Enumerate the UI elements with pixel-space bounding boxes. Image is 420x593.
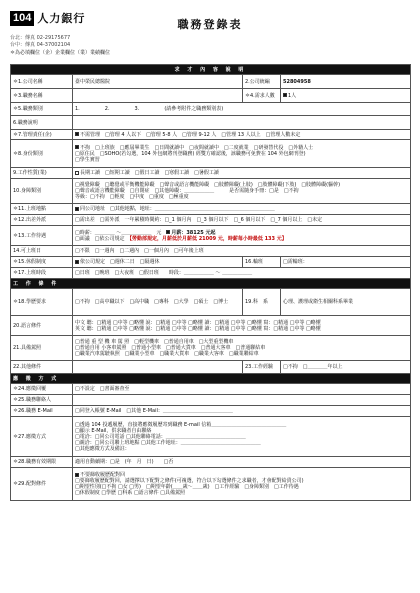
apply-method-email: □顯示 E-Mail，供求職者自由聯絡	[75, 427, 152, 434]
other-conditions-label: 22.其他條件	[11, 361, 73, 374]
checkbox-icon	[283, 93, 287, 97]
management-text: 不需管理 □管理 4 人以下 □管理 5-8 人 □管理 9-12 人 □管理 13 人以上 □管理人數未定	[80, 131, 301, 138]
language-label: 20.語言條件	[11, 316, 73, 336]
headcount-label: ＊4.需求人數	[243, 89, 281, 103]
headcount-field[interactable]	[281, 89, 411, 103]
disability-line-3: 等級：□不拘 □輕度 □中度 □重度 □極重度	[75, 194, 189, 200]
salary-negotiable-text: □面議 □依公司規定	[75, 235, 130, 242]
job-category-label: ＊5.職務類別	[11, 103, 73, 116]
education-options[interactable]: □不拘 □高中職以下 □高中職 □專科 □大學 □碩士 □博士	[73, 289, 243, 316]
matching-options[interactable]	[73, 468, 411, 501]
license-options[interactable]	[73, 336, 411, 361]
leave-options[interactable]	[73, 257, 243, 268]
travel-label: ＊12.出差外派	[11, 215, 73, 226]
license-line-2: □普通自用 小客車駕照 □普通小型車 □普通大貨車 □普通大客車 □普通聯結車	[75, 345, 266, 351]
matching-line-1: 不要篩收履歷配對回	[80, 472, 126, 478]
education-label: ＊18.學歷要求	[11, 289, 73, 316]
tax-id-label: 2.公司統編	[243, 75, 281, 89]
shift-label: 16.輪班	[243, 257, 281, 268]
language-english: 英文 聽：□精通 □中等 □略懂 說：□精通 □中等 □略懂 讀：□精通 □中等 □略懂 寫：□精通 □中等 □略懂	[75, 325, 321, 332]
field-legend: ＊為必填欄位（企）企業欄位（業）業績欄位	[10, 50, 111, 56]
job-email-label: ＊26.職務 E-Mail	[11, 406, 73, 417]
apply-method-phone: □電洽：□同公司電話 □其他聯絡電話：＿＿＿＿＿＿＿＿＿＿＿＿＿＿＿＿	[75, 433, 246, 440]
work-hours-label: ＊17.上班時段	[11, 268, 73, 279]
other-conditions-field[interactable]	[73, 361, 243, 374]
apply-method-104: □透過 104 投遞履歷，直接將應徵履歷寄到職務 E-mail 信箱＿＿＿＿＿＿＿＿＿＿＿＿＿＿＿	[75, 421, 287, 428]
identity-line-1: 不拘 □上班族 □應屆畢業生 □日間就讀中 □夜間就讀中 □二度就業 □研發替代役 □外籍人士	[80, 144, 314, 151]
major-label: 19.科 系	[243, 289, 281, 316]
checkbox-icon	[75, 132, 79, 136]
validity-options[interactable]: 適用自動續期：□是 (年 月 日) □否	[73, 457, 411, 468]
start-date-options[interactable]: □不限 □一週內 □二週內 □一個月內 □可年後上班	[73, 246, 411, 257]
disability-options[interactable]	[73, 179, 411, 204]
salary-options[interactable]	[73, 226, 411, 246]
logo-text: 人力銀行	[37, 12, 86, 25]
license-line-3: □職業汽車駕駛執照 □職業小型車 □職業大貨車 □職業大客車 □職業聯結車	[75, 351, 259, 357]
job-description-field[interactable]	[73, 116, 411, 130]
disability-label: 10.身障類別	[11, 179, 73, 204]
matching-line-3: □期望性別(□不拘 □女 □男) □期望年齡(＿＿歲～＿＿歲) □工作經驗 □身障類別 □工作待遇	[75, 484, 299, 490]
work-type-text: 長期工讀 □短期工讀 □假日工讀 □寒假工讀 □暑假工讀	[80, 170, 219, 176]
license-label: 21.具備駕照	[11, 336, 73, 361]
checkbox-icon	[166, 230, 170, 234]
leave-label: ＊15.休假制度	[11, 257, 73, 268]
work-hours-options[interactable]: □日班 □晚班 □大夜班 □假日班 時段：＿＿＿＿＿＿ ～ ＿＿＿＿＿＿	[73, 268, 411, 279]
tax-id-field[interactable]: 52804958	[281, 75, 411, 89]
checkbox-icon	[75, 260, 79, 264]
job-email-options[interactable]: □同登入帳號 E-Mail □其他 E-Mail：＿＿＿＿＿＿＿＿＿＿＿＿＿＿	[73, 406, 411, 417]
identity-label: ＊8.身份類別	[11, 140, 73, 168]
salary-label: ＊13.工作待遇	[11, 226, 73, 246]
checkbox-icon	[75, 171, 79, 175]
apply-method-other: □其他應徵方式及備註：	[75, 445, 130, 452]
license-line-1: □普通 重 型 機 車 駕 照 □輕型機車 □普通自用車 □大型重型機車	[75, 339, 234, 345]
validity-label: ＊28.職務有效期限	[11, 457, 73, 468]
job-category-field[interactable]: 1. 2. 3. (請參考附件之職務類別表)	[73, 103, 411, 116]
job-description-label: 6.職務說明	[11, 116, 73, 130]
section-conditions: 工 作 條 件	[11, 279, 411, 289]
identity-line-3: □學生實習	[75, 156, 100, 163]
logo-number: 104	[10, 11, 34, 26]
work-type-label: 9.工作性質(業)	[11, 168, 73, 179]
checkbox-icon	[75, 473, 79, 477]
page-title: 職務登錄表	[177, 18, 243, 31]
minimum-wage-notice: 【勞動部規定，月薪低於月薪低 21009 元，時薪每小時最低 133 元】	[129, 235, 287, 242]
checkbox-icon	[75, 207, 79, 211]
disability-line-1: □視覺障礙 □聽覺或平衡機能障礙 □聲音或語言機能障礙 □肢體障礙(上肢) □肢體障礙(下肢) □肢體障礙(軀幹)	[75, 182, 341, 188]
location-options[interactable]	[73, 204, 411, 215]
disability-line-2: □聲音或語言機能障礙 □自閉症 □其他障礙：＿＿＿＿＿＿ 是否需隨身手冊：□是 □不拘	[75, 188, 299, 194]
job-title-field[interactable]	[73, 89, 243, 103]
job-title-label: ＊3.職務名稱	[11, 89, 73, 103]
hourly-wage-text: □時薪：＿＿＿＿ ～＿＿＿＿＿＿ 元	[75, 229, 167, 236]
experience-label: 23.工作經驗	[243, 361, 281, 374]
contact-person-field[interactable]	[73, 395, 411, 406]
section-duties: 求 才 內 容 說 明	[11, 65, 411, 75]
experience-options[interactable]: □不拘 □＿＿＿＿年以上	[281, 361, 411, 374]
company-name-field[interactable]: 臺中榮民總醫院	[73, 75, 243, 89]
management-options[interactable]	[73, 130, 411, 140]
identity-options[interactable]	[73, 140, 411, 168]
leave-text: 依公司規定 □週休二日 □隔週休	[80, 259, 160, 265]
monthly-salary-text: 月薪：38125 元起	[171, 229, 216, 236]
location-label: ＊11.上班地點	[11, 204, 73, 215]
start-date-label: 14.可上班日	[11, 246, 73, 257]
identity-line-2: □原住民 □SOHO(若勾選，104 外包網將刊登職務) 經雙方確認後，該職務可免費在 104 外包網刊登)	[75, 150, 306, 157]
fax-taichung: 台中：傳真 04-37002104	[10, 42, 71, 48]
contact-person-label: ＊25.職務聯絡人	[11, 395, 73, 406]
work-type-options[interactable]	[73, 168, 411, 179]
reply-options[interactable]: □不設定 □書面審查至	[73, 384, 411, 395]
apply-method-visit: □親洽：□同公司聯上班地點 □其他工作地址：＿＿＿＿＿＿＿＿＿＿＿＿＿＿＿＿	[75, 439, 261, 446]
apply-method-label: ＊27.應徵方式	[11, 417, 73, 457]
company-name-label: ＊1.公司名稱	[11, 75, 73, 89]
checkbox-icon	[75, 145, 79, 149]
matching-line-2: □要篩收履歷配對回，請選擇以下配對之條件(可複選，符合以下勾選條件之求職者，才會配對給貴公司)	[75, 478, 304, 484]
section-contact: 應 徵 方 式	[11, 374, 411, 384]
document-header	[10, 8, 410, 54]
reply-label: ＊24.應徵回覆	[11, 384, 73, 395]
management-label: ＊7.管理責任(企)	[11, 130, 73, 140]
matching-line-4: □休假制度 □學歷 □科系 □語言條件 □具備駕照	[75, 490, 185, 496]
apply-method-options[interactable]	[73, 417, 411, 457]
language-chinese: 中文 聽：□精通 □中等 □略懂 說：□精通 □中等 □略懂 讀：□精通 □中等 □略懂 寫：□精通 □中等 □略懂	[75, 319, 321, 326]
job-registration-form	[10, 64, 411, 501]
location-text: 同公司地址 □其他地點，地址：＿＿＿＿＿＿＿＿＿＿＿＿＿＿＿＿＿＿＿＿＿＿＿＿	[80, 206, 275, 212]
language-options[interactable]	[73, 316, 411, 336]
headcount-value: 1人	[288, 92, 297, 99]
travel-options[interactable]: □需出差 □需外派 一年累積時間約：□_1 個月內 □_3 個月以下 □_6 個月以下 □_7 個月以上 □未定	[73, 215, 411, 226]
major-field[interactable]: 心理、護理或衛生相關科系畢業	[281, 289, 411, 316]
shift-options[interactable]: □需輪班：	[281, 257, 411, 268]
fax-taipei: 台北：傳真 02-29175677	[10, 35, 71, 41]
matching-label: ＊29.配對條件	[11, 468, 73, 501]
